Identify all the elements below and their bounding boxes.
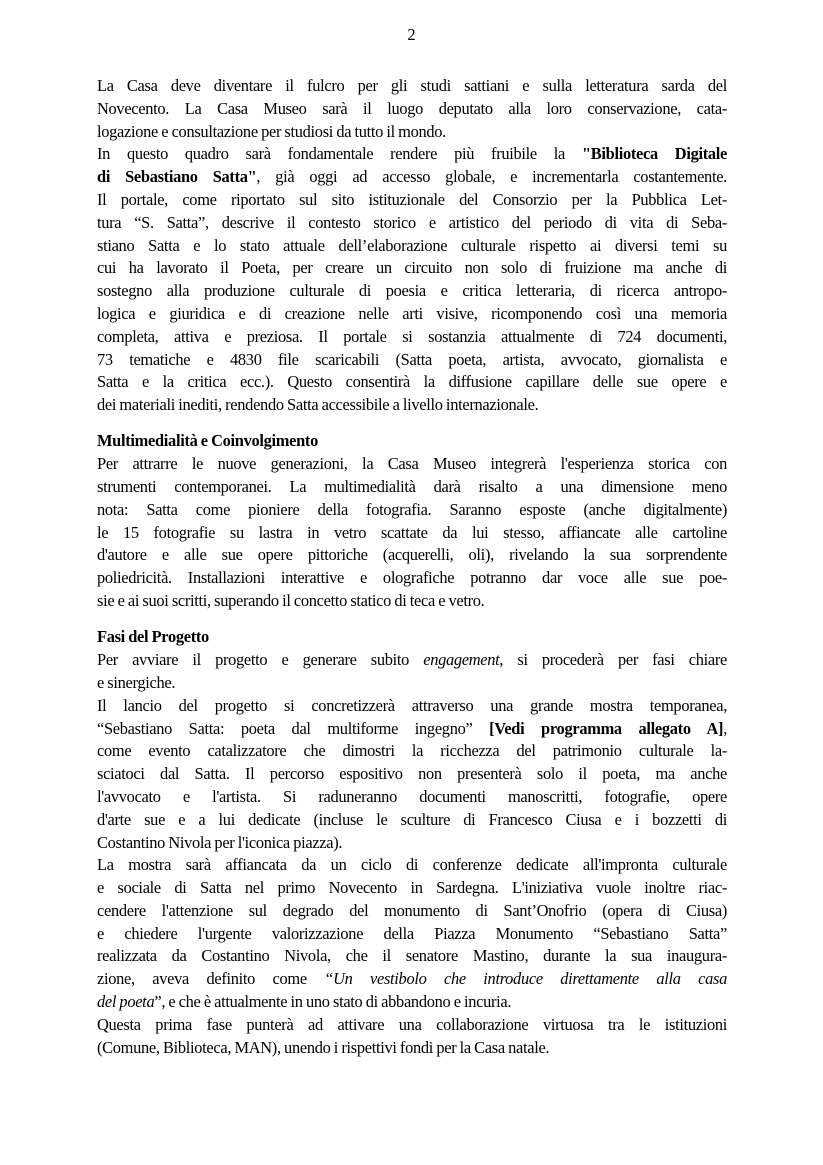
text-line [97, 968, 727, 991]
text-line [97, 121, 727, 144]
text-line [97, 280, 727, 303]
text-segment: poliedricità. Installazioni interattive e olografiche potranno dar voce alle sue poe- [97, 568, 727, 588]
text-segment: e sociale di Satta nel primo Novecento in Sardegna. L'iniziativa vuole inoltre riac- [97, 878, 727, 898]
text-segment: dei materiali inediti, rendendo Satta accessibile a livello internazionale. [97, 395, 539, 415]
text-segment: e sinergiche. [97, 672, 176, 692]
text-segment: Satta e la critica ecc.). Questo consentirà la diffusione capillare delle sue opere e [97, 372, 727, 392]
text-segment: 73 tematiche e 4830 file scaricabili (Satta poeta, artista, avvocato, giornalista e [97, 349, 727, 369]
text-segment: ”, e che è attualmente in uno stato di abbandono e incuria. [154, 992, 512, 1012]
paragraph [97, 649, 727, 695]
text-line [97, 854, 727, 877]
text-segment: Novecento. La Casa Museo sarà il luogo deputato alla loro conservazione, cata- [97, 98, 727, 118]
text-line [97, 98, 727, 121]
italic-text: “Un vestibolo che introduce direttamente alla casa [324, 969, 727, 989]
text-line [97, 75, 727, 98]
text-line [97, 590, 727, 613]
italic-text: engagement [423, 650, 500, 670]
paragraph [97, 453, 727, 613]
text-line [97, 371, 727, 394]
paragraph [97, 1014, 727, 1060]
text-segment: , si procederà per fasi chiare [499, 650, 727, 670]
text-line [97, 672, 727, 695]
text-segment: Il portale, come riportato sul sito istituzionale del Consorzio per la Pubblica Let- [97, 189, 727, 209]
text-segment: Il lancio del progetto si concretizzerà attraverso una grande mostra temporanea, [97, 695, 727, 715]
paragraph [97, 75, 727, 143]
italic-text: del poeta [97, 992, 155, 1012]
paragraph [97, 143, 727, 189]
text-line [97, 394, 727, 417]
text-segment: zione, aveva definito come [97, 969, 325, 989]
paragraph [97, 189, 727, 417]
text-line [97, 453, 727, 476]
text-line [97, 257, 727, 280]
text-line [97, 900, 727, 923]
text-line [97, 945, 727, 968]
text-segment: “Sebastiano Satta: poeta dal multiforme ingegno” [97, 718, 490, 738]
text-segment: d'arte sue e a lui dedicate (incluse le sculture di Francesco Ciusa e i bozzetti di [97, 809, 727, 829]
text-segment: Questa prima fase punterà ad attivare una collaborazione virtuosa tra le istituzioni [97, 1014, 727, 1034]
text-line [97, 786, 727, 809]
text-segment: La mostra sarà affiancata da un ciclo di conferenze dedicate all'impronta culturale [97, 855, 727, 875]
text-segment: cendere l'attenzione sul degrado del monumento di Sant’Onofrio (opera di Ciusa) [97, 900, 727, 920]
text-segment: come evento catalizzatore che dimostri la ricchezza del patrimonio culturale la- [97, 741, 727, 761]
text-segment: d'autore e alle sue opere pittoriche (acquerelli, oli), rivelando la sua sorprendente [97, 545, 727, 565]
text-segment: realizzata da Costantino Nivola, che il senatore Mastino, durante la sua inaugura- [97, 946, 727, 966]
text-line [97, 544, 727, 567]
text-line [97, 1014, 727, 1037]
text-segment: nota: Satta come pioniere della fotografia. Saranno esposte (anche digitalmente) [97, 499, 727, 519]
text-line [97, 235, 727, 258]
text-segment: , [723, 718, 727, 738]
text-segment: strumenti contemporanei. La multimedialità darà risalto a una dimensione meno [97, 477, 727, 497]
bold-text: [Vedi programma allegato A] [489, 718, 724, 738]
text-line [97, 499, 727, 522]
text-segment: stiano Satta e lo stato attuale dell’elaborazione culturale rispetto ai diversi temi su [97, 235, 727, 255]
text-line [97, 991, 727, 1014]
paragraph [97, 854, 727, 1014]
text-segment: le 15 fotografie su lastra in vetro scattate da lui stesso, affiancate alle cartoline [97, 522, 727, 542]
document-body [97, 75, 727, 1059]
text-line [97, 326, 727, 349]
text-line [97, 143, 727, 166]
text-line [97, 649, 727, 672]
text-line [97, 877, 727, 900]
text-segment: sciatoci dal Satta. Il percorso espositivo non presenterà solo il poeta, ma anche [97, 764, 727, 784]
text-line [97, 809, 727, 832]
text-segment: In questo quadro sarà fondamentale rendere più fruibile la [97, 144, 582, 164]
text-segment: cui ha lavorato il Poeta, per creare un circuito non solo di fruizione ma anche di [97, 258, 727, 278]
text-segment: , già oggi ad accesso globale, e incrementarla costantemente. [256, 167, 727, 187]
text-segment: La Casa deve diventare il fulcro per gli studi sattiani e sulla letteratura sarda del [97, 76, 727, 95]
section-heading: Multimedialità e Coinvolgimento [97, 431, 318, 451]
text-line [97, 763, 727, 786]
text-segment: logazione e consultazione per studiosi da tutto il mondo. [97, 121, 446, 141]
text-segment: e chiedere l'urgente valorizzazione della Piazza Monumento “Sebastiano Satta” [97, 923, 727, 943]
bold-text: di Sebastiano Satta" [97, 167, 257, 187]
text-line [97, 349, 727, 372]
section-heading: Fasi del Progetto [97, 627, 209, 647]
text-line [97, 212, 727, 235]
text-line [97, 166, 727, 189]
text-line [97, 189, 727, 212]
text-segment: tura “S. Satta”, descrive il contesto storico e artistico del periodo di vita di Seba- [97, 212, 727, 232]
page-number: 2 [407, 25, 416, 44]
paragraph [97, 695, 727, 855]
bold-text: "Biblioteca Digitale [581, 144, 727, 164]
text-segment: Per attrarre le nuove generazioni, la Casa Museo integrerà l'esperienza storica con [97, 454, 727, 474]
text-segment: logica e giuridica e di creazione nelle arti visive, ricomponendo così una memoria [97, 303, 727, 323]
text-segment: completa, attiva e preziosa. Il portale si sostanzia attualmente di 724 documenti, [97, 326, 727, 346]
text-line [97, 740, 727, 763]
text-line [97, 567, 727, 590]
text-line [97, 476, 727, 499]
text-line [97, 522, 727, 545]
text-segment: Per avviare il progetto e generare subito [97, 650, 424, 670]
text-segment: sostegno alla produzione culturale di poesia e critica letteraria, di ricerca antropo- [97, 281, 727, 301]
text-segment: sie e ai suoi scritti, superando il concetto statico di teca e vetro. [97, 591, 485, 611]
text-line [97, 832, 727, 855]
text-line [97, 303, 727, 326]
text-line [97, 923, 727, 946]
text-segment: (Comune, Biblioteca, MAN), unendo i rispettivi fondi per la Casa natale. [97, 1037, 550, 1057]
text-line [97, 695, 727, 718]
text-segment: Costantino Nivola per l'iconica piazza). [97, 832, 343, 852]
text-line [97, 1037, 727, 1060]
text-line [97, 718, 727, 741]
text-segment: l'avvocato e l'artista. Si raduneranno documenti manoscritti, fotografie, opere [97, 786, 727, 806]
